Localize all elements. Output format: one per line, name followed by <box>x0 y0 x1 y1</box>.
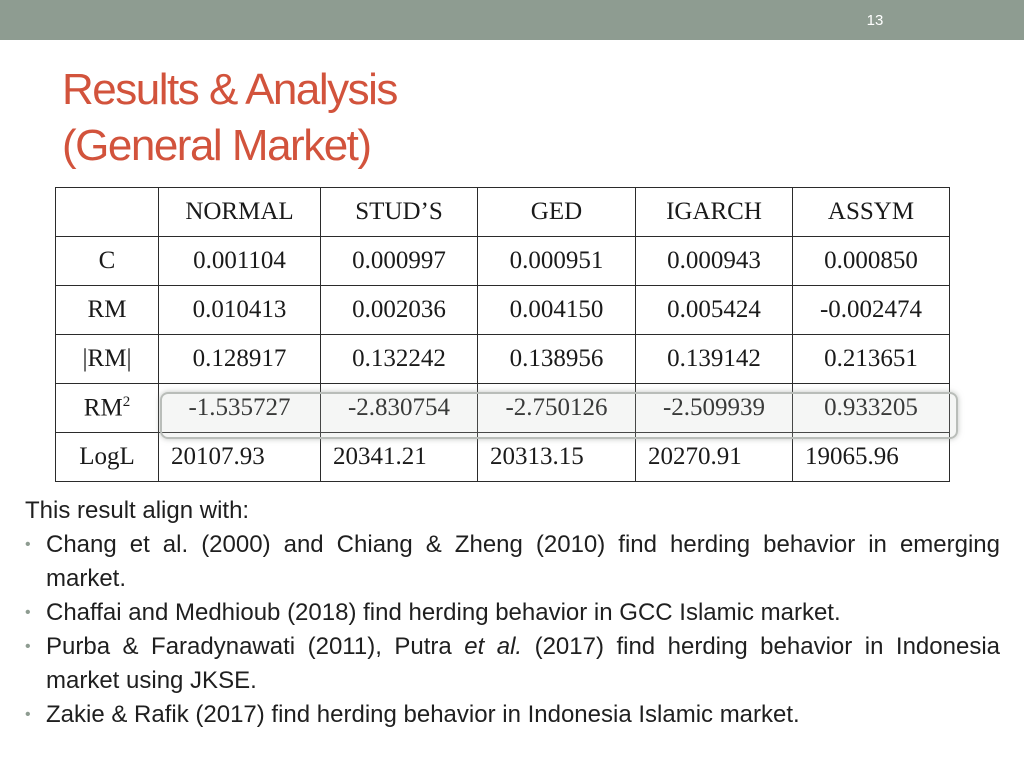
row-label-text: RM <box>83 394 123 422</box>
table-cell: 0.000951 <box>478 237 636 286</box>
table-cell: 20313.15 <box>478 433 636 482</box>
bullet-icon: • <box>25 536 31 553</box>
row-label: RM <box>56 286 159 335</box>
table-cell: -2.830754 <box>321 384 478 433</box>
list-item <box>25 528 1000 596</box>
row-label <box>56 384 159 433</box>
table-cell: 0.213651 <box>793 335 950 384</box>
table-cell: 0.001104 <box>159 237 321 286</box>
slide-title <box>62 62 397 174</box>
list-item-text: Chang et al. (2000) and Chiang & Zheng (2010) find herding behavior in emerging market. <box>46 531 1000 592</box>
table-cell: 0.002036 <box>321 286 478 335</box>
list-item <box>25 698 1000 732</box>
table-row <box>56 335 950 384</box>
column-header: GED <box>478 188 636 237</box>
list-item-text-italic: et al. <box>464 633 523 660</box>
table-cell: 0.933205 <box>793 384 950 433</box>
slide-number: 13 <box>866 12 884 29</box>
results-table <box>55 187 950 482</box>
results-table-container <box>55 187 950 482</box>
list-item-text: Zakie & Rafik (2017) find herding behavior in Indonesia Islamic market. <box>46 701 800 728</box>
list-item-text-pre: Purba & Faradynawati (2011), Putra <box>46 633 465 660</box>
row-label-superscript: 2 <box>122 393 131 410</box>
table-cell: 0.000850 <box>793 237 950 286</box>
table-cell: 0.000997 <box>321 237 478 286</box>
table-row-highlighted <box>56 384 950 433</box>
list-item-text: Chaffai and Medhioub (2018) find herding behavior in GCC Islamic market. <box>46 599 841 626</box>
slide-title-sub: (General Market) <box>62 121 371 170</box>
table-cell: 0.139142 <box>636 335 793 384</box>
list-item-text-post: (2017) find herding behavior in Indonesia market using JKSE. <box>46 633 1001 694</box>
column-header: IGARCH <box>636 188 793 237</box>
row-label: LogL <box>56 433 159 482</box>
slide-header-bar <box>0 0 1024 40</box>
table-cell: 20270.91 <box>636 433 793 482</box>
bullet-icon: • <box>25 604 31 621</box>
table-cell: 20341.21 <box>321 433 478 482</box>
list-item <box>25 596 1000 630</box>
list-item <box>25 630 1000 698</box>
table-cell: 0.010413 <box>159 286 321 335</box>
table-cell: -2.509939 <box>636 384 793 433</box>
table-cell: -0.002474 <box>793 286 950 335</box>
column-header: ASSYM <box>793 188 950 237</box>
table-header-row <box>56 188 950 237</box>
table-cell: 0.005424 <box>636 286 793 335</box>
table-cell: 19065.96 <box>793 433 950 482</box>
table-cell: 0.128917 <box>159 335 321 384</box>
table-cell: 0.000943 <box>636 237 793 286</box>
row-label: C <box>56 237 159 286</box>
slide-body-text <box>25 494 1000 732</box>
table-row <box>56 433 950 482</box>
bullet-list <box>25 528 1000 732</box>
table-row <box>56 237 950 286</box>
column-header: STUD’S <box>321 188 478 237</box>
table-row <box>56 286 950 335</box>
table-cell: -1.535727 <box>159 384 321 433</box>
column-header: NORMAL <box>159 188 321 237</box>
table-cell: -2.750126 <box>478 384 636 433</box>
table-cell: 0.004150 <box>478 286 636 335</box>
bullet-icon: • <box>25 638 31 655</box>
table-cell: 0.138956 <box>478 335 636 384</box>
row-label: |RM| <box>56 335 159 384</box>
table-cell: 20107.93 <box>159 433 321 482</box>
slide-title-main: Results & Analysis <box>62 65 397 114</box>
table-cell: 0.132242 <box>321 335 478 384</box>
column-header <box>56 188 159 237</box>
intro-text: This result align with: <box>25 497 250 524</box>
bullet-icon: • <box>25 706 31 723</box>
